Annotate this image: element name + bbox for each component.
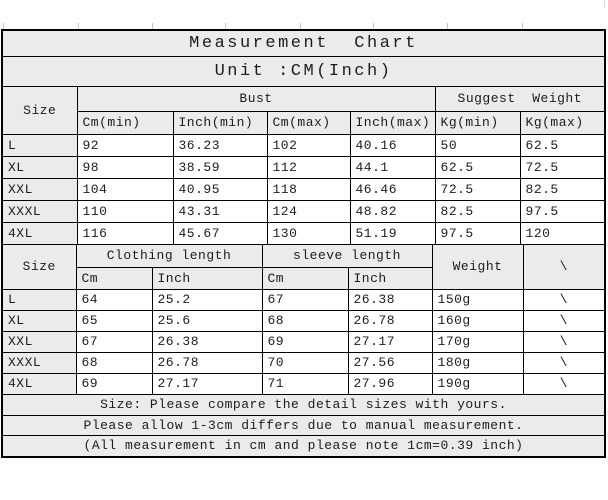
value-cell: 62.5 <box>435 156 520 178</box>
table-row <box>3 310 604 331</box>
slash-cell: \ <box>523 289 604 310</box>
size-cell: XXXL <box>3 352 76 373</box>
value-cell: 26.38 <box>152 331 262 352</box>
value-cell: 68 <box>262 310 348 331</box>
col-header-cm-min: Cm(min) <box>77 111 173 134</box>
size-cell: XXL <box>3 331 76 352</box>
value-cell: 71 <box>262 373 348 394</box>
bust-group-header: Bust <box>77 87 435 111</box>
table-row <box>3 352 604 373</box>
value-cell: 40.95 <box>173 178 267 200</box>
length-table <box>3 245 604 394</box>
slash-cell: \ <box>523 373 604 394</box>
weight-column-header: Weight <box>432 245 523 289</box>
note-manual-measurement: Please allow 1-3cm differs due to manual measurement. <box>3 415 604 435</box>
value-cell: 64 <box>76 289 152 310</box>
table-row <box>3 200 604 222</box>
value-cell: 43.31 <box>173 200 267 222</box>
value-cell: 82.5 <box>435 200 520 222</box>
col-header-inch-max: Inch(max) <box>350 111 435 134</box>
value-cell: 25.6 <box>152 310 262 331</box>
table-row <box>3 178 604 200</box>
value-cell: 65 <box>76 310 152 331</box>
slash-cell: \ <box>523 352 604 373</box>
value-cell: 97.5 <box>435 222 520 244</box>
col-header-clothing-cm: Cm <box>76 267 152 289</box>
value-cell: 69 <box>76 373 152 394</box>
value-cell: 27.17 <box>152 373 262 394</box>
table-row <box>3 289 604 310</box>
value-cell: 48.82 <box>350 200 435 222</box>
value-cell: 26.78 <box>348 310 432 331</box>
value-cell: 104 <box>77 178 173 200</box>
value-cell: 124 <box>267 200 350 222</box>
size-cell: 4XL <box>3 222 77 244</box>
value-cell: 27.96 <box>348 373 432 394</box>
value-cell: 38.59 <box>173 156 267 178</box>
value-cell: 67 <box>76 331 152 352</box>
measurement-chart <box>1 29 606 458</box>
slash-cell: \ <box>523 310 604 331</box>
weight-cell: 180g <box>432 352 523 373</box>
table-row <box>3 156 604 178</box>
value-cell: 112 <box>267 156 350 178</box>
col-header-sleeve-inch: Inch <box>348 267 432 289</box>
value-cell: 27.56 <box>348 352 432 373</box>
size-cell: XL <box>3 156 77 178</box>
size-cell: XXXL <box>3 200 77 222</box>
table-row <box>3 331 604 352</box>
value-cell: 82.5 <box>520 178 604 200</box>
size-cell: L <box>3 134 77 156</box>
value-cell: 26.38 <box>348 289 432 310</box>
clothing-length-group-header: Clothing length <box>76 245 262 267</box>
col-header-kg-min: Kg(min) <box>435 111 520 134</box>
value-cell: 130 <box>267 222 350 244</box>
bust-table <box>3 87 604 244</box>
slash-cell: \ <box>523 331 604 352</box>
table-row <box>3 134 604 156</box>
note-size-compare: Size: Please compare the detail sizes with yours. <box>3 394 604 415</box>
value-cell: 40.16 <box>350 134 435 156</box>
col-header-kg-max: Kg(max) <box>520 111 604 134</box>
col-header-clothing-inch: Inch <box>152 267 262 289</box>
value-cell: 26.78 <box>152 352 262 373</box>
sleeve-length-group-header: sleeve length <box>262 245 432 267</box>
value-cell: 116 <box>77 222 173 244</box>
col-header-sleeve-cm: Cm <box>262 267 348 289</box>
unit-label: Unit :CM(Inch) <box>3 57 604 87</box>
col-header-inch-min: Inch(min) <box>173 111 267 134</box>
value-cell: 45.67 <box>173 222 267 244</box>
value-cell: 51.19 <box>350 222 435 244</box>
weight-cell: 170g <box>432 331 523 352</box>
value-cell: 68 <box>76 352 152 373</box>
value-cell: 50 <box>435 134 520 156</box>
value-cell: 27.17 <box>348 331 432 352</box>
value-cell: 62.5 <box>520 134 604 156</box>
weight-cell: 150g <box>432 289 523 310</box>
weight-cell: 190g <box>432 373 523 394</box>
size-column-header: Size <box>3 87 77 134</box>
size-cell: XL <box>3 310 76 331</box>
value-cell: 67 <box>262 289 348 310</box>
table-row <box>3 373 604 394</box>
value-cell: 102 <box>267 134 350 156</box>
value-cell: 110 <box>77 200 173 222</box>
value-cell: 97.5 <box>520 200 604 222</box>
gridline-tick <box>604 0 605 8</box>
size-cell: XXL <box>3 178 77 200</box>
note-cm-inch-conversion: (All measurement in cm and please note 1cm=0.39 inch) <box>3 435 604 456</box>
table-row <box>3 222 604 244</box>
weight-cell: 160g <box>432 310 523 331</box>
value-cell: 72.5 <box>520 156 604 178</box>
size-column-header: Size <box>3 245 76 289</box>
value-cell: 69 <box>262 331 348 352</box>
slash-column-header: \ <box>523 245 604 289</box>
value-cell: 120 <box>520 222 604 244</box>
size-cell: 4XL <box>3 373 76 394</box>
value-cell: 36.23 <box>173 134 267 156</box>
value-cell: 44.1 <box>350 156 435 178</box>
chart-title: Measurement Chart <box>3 31 604 57</box>
value-cell: 92 <box>77 134 173 156</box>
size-cell: L <box>3 289 76 310</box>
value-cell: 25.2 <box>152 289 262 310</box>
value-cell: 118 <box>267 178 350 200</box>
col-header-cm-max: Cm(max) <box>267 111 350 134</box>
value-cell: 46.46 <box>350 178 435 200</box>
value-cell: 72.5 <box>435 178 520 200</box>
value-cell: 98 <box>77 156 173 178</box>
suggest-weight-group-header: Suggest Weight <box>435 87 604 111</box>
value-cell: 70 <box>262 352 348 373</box>
